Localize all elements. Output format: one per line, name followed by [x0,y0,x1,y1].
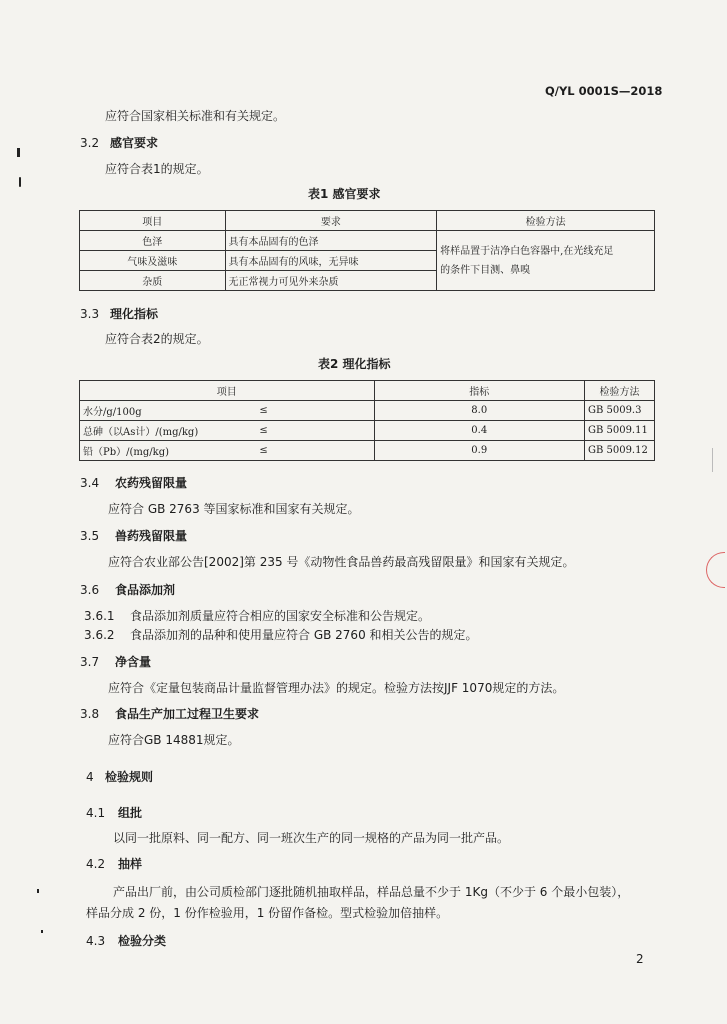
section-3-2-number: 3.2 [80,136,100,150]
section-3-3-number: 3.3 [80,307,100,321]
table-cell: ≤ [256,421,374,441]
section-3-6-1-text: 食品添加剂质量应符合相应的国家安全标准和公告规定。 [130,609,431,623]
method-line: 将样品置于洁净白色容器中,在光线充足 [440,245,614,257]
section-3-6-2-text: 食品添加剂的品种和使用量应符合 GB 2760 和相关公告的规定。 [130,628,478,642]
section-3-4-title: 农药残留限量 [115,476,188,490]
section-3-3-title: 理化指标 [110,307,159,321]
section-3-7-title: 净含量 [115,655,152,669]
section-3-2-title: 感官要求 [110,136,159,150]
table-row [80,211,655,231]
section-3-8-body: 应符合GB 14881规定。 [108,733,240,747]
section-4-2-body-line1: 产品出厂前，由公司质检部门逐批随机抽取样品，样品总量不少于 1Kg（不少于 6 个最小包装）， [113,885,630,899]
table-cell: 气味及滋味 [80,251,226,271]
scan-mark [17,148,20,157]
section-3-5-title: 兽药残留限量 [115,529,188,543]
table-physicochemical [79,380,655,461]
seal-stamp-icon [706,552,725,588]
table-cell: 具有本品固有的风味，无异味 [225,251,437,271]
page-number: 2 [636,952,644,966]
table-cell: GB 5009.3 [584,401,654,421]
table2-caption: 表2 理化指标 [318,357,391,371]
section-3-6-title: 食品添加剂 [115,583,176,597]
section-3-4-body: 应符合 GB 2763 等国家标准和国家有关规定。 [108,502,360,516]
section-4-2-number: 4.2 [86,857,106,871]
table2-header-method: 检验方法 [584,381,654,401]
table2-header-item: 项目 [80,381,375,401]
table-cell: 铅（Pb）/(mg/kg) [80,441,257,461]
section-3-5-number: 3.5 [80,529,100,543]
table1-header-requirement: 要求 [225,211,437,231]
scan-mark [41,930,43,933]
section-3-3-body: 应符合表2的规定。 [105,332,209,346]
section-3-2-body: 应符合表1的规定。 [105,162,209,176]
table-cell: 0.9 [374,441,584,461]
section-3-8-number: 3.8 [80,707,100,721]
table-cell: 杂质 [80,271,226,291]
table-sensory [79,210,655,291]
table-cell: 0.4 [374,421,584,441]
section-4-1-number: 4.1 [86,806,106,820]
table-cell: ≤ [256,441,374,461]
section-3-6-number: 3.6 [80,583,100,597]
table-cell: 水分/g/100g [80,401,257,421]
table-cell: ≤ [256,401,374,421]
table1-method-cell [437,231,655,291]
table-cell: 色泽 [80,231,226,251]
section-4-1-title: 组批 [118,806,143,820]
table-row [80,401,655,421]
section-4-2-body-line2: 样品分成 2 份，1 份作检验用，1 份留作备检。型式检验加倍抽样。 [86,906,449,920]
seal-edge-icon [712,448,725,472]
table-row [80,441,655,461]
section-4-1-body: 以同一批原料、同一配方、同一班次生产的同一规格的产品为同一批产品。 [113,831,510,845]
section-3-6-1-number: 3.6.1 [84,609,115,623]
scan-mark [19,177,21,187]
section-3-4-number: 3.4 [80,476,100,490]
section-4-number: 4 [86,770,94,784]
intro-line: 应符合国家相关标准和有关规定。 [105,109,286,123]
table1-header-method: 检验方法 [437,211,655,231]
section-3-7-body: 应符合《定量包装商品计量监督管理办法》的规定。检验方法按JJF 1070规定的方法。 [108,681,565,695]
section-3-8-title: 食品生产加工过程卫生要求 [115,707,260,721]
table-cell: 无正常视力可见外来杂质 [225,271,437,291]
section-3-6-2-number: 3.6.2 [84,628,115,642]
section-4-3-title: 检验分类 [118,934,167,948]
table-cell: 具有本品固有的色泽 [225,231,437,251]
table-cell: 总砷（以As计）/(mg/kg) [80,421,257,441]
scan-mark [37,889,39,893]
standard-code: Q/YL 0001S—2018 [545,84,663,98]
table-row [80,231,655,251]
section-4-2-title: 抽样 [118,857,143,871]
method-line: 的条件下目测、鼻嗅 [440,264,531,276]
table2-header-limit: 指标 [374,381,584,401]
table-cell: GB 5009.11 [584,421,654,441]
section-3-5-body: 应符合农业部公告[2002]第 235 号《动物性食品兽药最高残留限量》和国家有关规定。 [108,555,575,569]
table1-header-item: 项目 [80,211,226,231]
section-4-title: 检验规则 [105,770,154,784]
table1-caption: 表1 感官要求 [308,187,381,201]
table-cell: 8.0 [374,401,584,421]
table-row [80,421,655,441]
section-4-3-number: 4.3 [86,934,106,948]
table-cell: GB 5009.12 [584,441,654,461]
table-row [80,381,655,401]
section-3-7-number: 3.7 [80,655,100,669]
